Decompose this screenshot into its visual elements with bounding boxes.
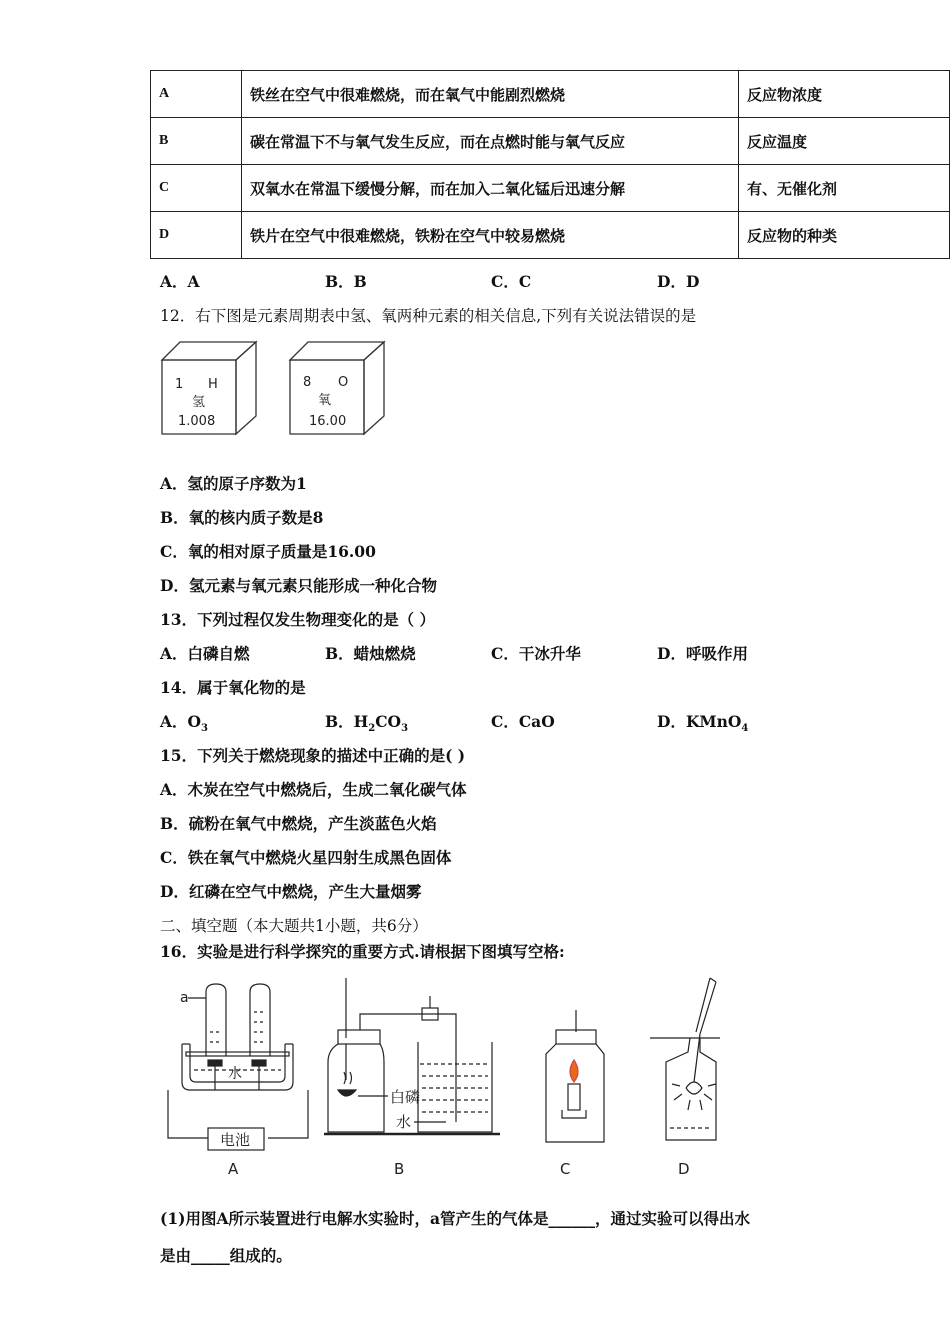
q14-b-text2: CO [375,712,402,731]
q11-option-b[interactable]: B．B [325,272,367,291]
row-fact: 铁片在空气中很难燃烧，铁粉在空气中较易燃烧 [242,212,739,259]
row-factor: 有、无催化剂 [739,165,950,212]
q15-option-a[interactable]: A．木炭在空气中燃烧后，生成二氧化碳气体 [160,780,467,799]
candle-apparatus [546,1010,604,1142]
q16-stem: 16．实验是进行科学探究的重要方式.请根据下图填写空格: [160,942,565,961]
row-factor: 反应温度 [739,118,950,165]
q14-a-text: A．O [160,712,202,731]
section-heading: 二、填空题（本大题共1小题，共6分） [160,917,428,935]
white-phosphorus-apparatus [324,978,500,1134]
water-label-b: 水 [396,1113,412,1131]
q11-option-c[interactable]: C．C [491,272,532,291]
q13-stem: 13．下列过程仅发生物理变化的是（ ） [160,610,435,629]
o-name: 氧 [318,393,332,408]
caption-c: C [560,1160,571,1178]
o-mass: 16.00 [309,414,347,429]
battery-label: 电池 [220,1131,251,1149]
q14-d-sub: 4 [741,723,749,735]
q14-a-sub: 3 [201,723,208,735]
element-cards-figure [158,338,398,440]
q14-b-text: B．H [325,712,369,731]
row-factor: 反应物浓度 [739,71,950,118]
q13-option-b[interactable]: B．蜡烛燃烧 [325,644,416,663]
caption-b: B [394,1160,405,1178]
q12-stem: 12．右下图是元素周期表中氢、氧两种元素的相关信息,下列有关说法错误的是 [160,307,697,325]
h-name: 氢 [192,395,206,410]
q14-stem: 14．属于氧化物的是 [160,678,306,697]
iron-wire-apparatus [650,978,720,1140]
h-mass: 1.008 [178,414,216,429]
q13-option-a[interactable]: A．白磷自燃 [160,644,250,663]
q12-option-c[interactable]: C．氧的相对原子质量是16.00 [160,542,376,561]
q11-option-a[interactable]: A．A [160,272,200,291]
q12-option-b[interactable]: B．氧的核内质子数是8 [160,508,324,527]
white-phosphorus-label: 白磷 [390,1088,421,1106]
row-letter: C [151,165,242,212]
row-fact: 双氧水在常温下缓慢分解，而在加入二氧化锰后迅速分解 [242,165,739,212]
row-fact: 碳在常温下不与氧气发生反应，而在点燃时能与氧气反应 [242,118,739,165]
q15-option-b[interactable]: B．硫粉在氧气中燃烧，产生淡蓝色火焰 [160,814,437,833]
q12-option-d[interactable]: D．氢元素与氧元素只能形成一种化合物 [160,576,437,595]
q13-option-d[interactable]: D．呼吸作用 [657,644,748,663]
h-symbol: H [208,377,218,392]
tube-a-label: a [180,990,189,1006]
q13-option-c[interactable]: C．干冰升华 [491,644,581,663]
q14-option-c[interactable] [491,710,555,732]
caption-d: D [678,1160,690,1178]
row-letter: D [151,212,242,259]
table-row [151,71,950,118]
table-row [151,212,950,259]
q14-d-text: D．KMnO [657,712,742,731]
water-label-a: 水 [228,1066,242,1082]
q12-option-a[interactable]: A．氢的原子序数为1 [160,474,307,493]
q14-option-a[interactable] [160,710,208,734]
q14-option-b[interactable] [325,710,408,734]
q15-option-c[interactable]: C．铁在氧气中燃烧火星四射生成黑色固体 [160,848,452,867]
q14-b-sub: 2 [368,723,376,735]
table-row [151,118,950,165]
q14-c-text: C．CaO [491,712,555,731]
table-row [151,165,950,212]
q15-option-d[interactable]: D．红磷在空气中燃烧，产生大量烟雾 [160,882,422,901]
experiment-figure [160,972,730,1182]
h-number: 1 [175,377,184,392]
q15-stem: 15．下列关于燃烧现象的描述中正确的是( ) [160,746,466,765]
q16-sub1-line1: (1)用图A所示装置进行电解水实验时，a管产生的气体是______，通过实验可以得出水 [160,1209,751,1228]
row-letter: A [151,71,242,118]
row-letter: B [151,118,242,165]
o-symbol: O [338,375,349,390]
q11-table [150,70,950,259]
q16-sub1-line2: 是由_____组成的。 [160,1246,292,1265]
q14-b-sub2: 3 [401,723,409,735]
q11-option-d[interactable]: D．D [657,272,700,291]
caption-a: A [228,1160,239,1178]
o-number: 8 [303,375,312,390]
row-factor: 反应物的种类 [739,212,950,259]
q14-option-d[interactable] [657,710,748,734]
row-fact: 铁丝在空气中很难燃烧，而在氧气中能剧烈燃烧 [242,71,739,118]
